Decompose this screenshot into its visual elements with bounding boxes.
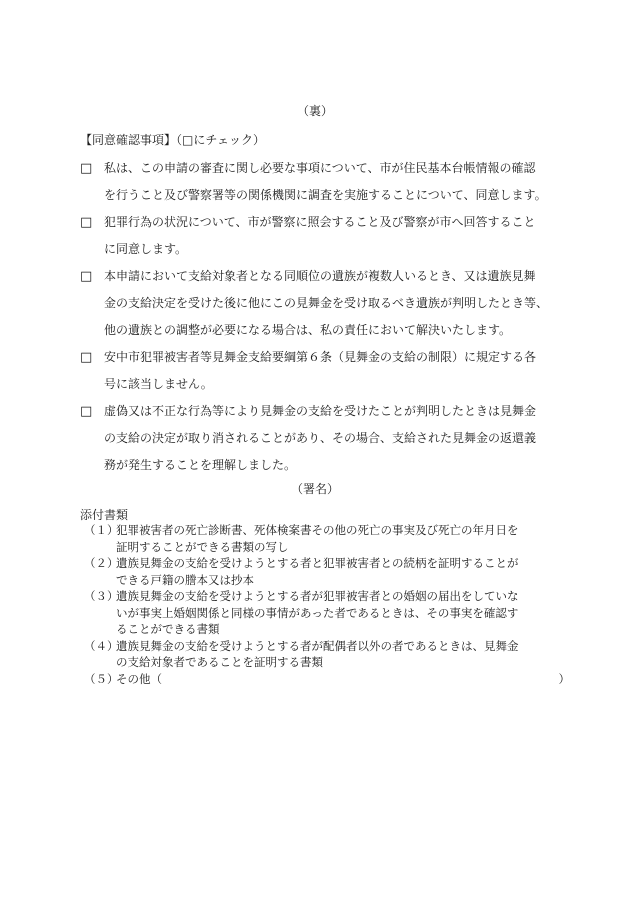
consent-item-1: [80, 155, 565, 209]
consent-item-text: 本申請において支給対象者となる同順位の遺族が複数人いるとき、又は遺族見舞: [104, 269, 536, 283]
consent-item-3: [80, 263, 565, 344]
attachment-text: 犯罪被害者の死亡診断書、死体検案書その他の死亡の事実及び死亡の年月日を: [116, 523, 519, 537]
consent-item-text: 金の支給決定を受けた後に他にこの見舞金を受け取るべき遺族が判明したとき等、: [104, 296, 549, 310]
consent-item-text: 安中市犯罪被害者等見舞金支給要綱第６条（見舞金の支給の制限）に規定する各: [104, 350, 537, 364]
consent-item-text: に同意します。: [104, 242, 188, 256]
attachment-number: （３）: [84, 589, 119, 603]
attachment-number: （１）: [84, 523, 119, 537]
other-label: その他（: [116, 671, 162, 686]
attachment-text: ることができる書類: [116, 622, 220, 636]
attachment-item-2: [80, 555, 570, 588]
attachments-list: [80, 522, 570, 687]
consent-checkbox-2[interactable]: □: [80, 215, 93, 230]
consent-item-text: 務が発生することを理解しました。: [104, 458, 297, 472]
attachment-item-4: [80, 638, 570, 671]
consent-item-5: [80, 398, 565, 479]
consent-item-2: [80, 209, 565, 263]
attachment-text: いが事実上婚姻関係と同様の事情があった者であるときは、その事実を確認す: [116, 605, 519, 620]
attachment-text: の支給対象者であることを証明する書類: [116, 655, 323, 669]
attachment-item-1: [80, 522, 570, 555]
attachment-number: （２）: [84, 556, 119, 570]
attachment-text: できる戸籍の謄本又は抄本: [116, 572, 254, 587]
attachment-item-3: [80, 588, 570, 638]
consent-list: [80, 155, 565, 479]
consent-checkbox-1[interactable]: □: [80, 161, 93, 176]
consent-checkbox-5[interactable]: □: [80, 404, 93, 419]
attachment-text: 証明することができる書類の写し: [116, 539, 289, 554]
consent-section-header: 【同意確認事項】（□にチェック）: [80, 133, 265, 147]
attachment-text: 遺族見舞金の支給を受けようとする者が犯罪被害者との婚姻の届出をしていな: [116, 589, 519, 603]
signature-label: （署名）: [290, 482, 339, 496]
consent-item-text: を行うこと及び警察署等の関係機関に調査を実施することについて、同意します。: [104, 188, 547, 202]
attachment-text: 遺族見舞金の支給を受けようとする者が配偶者以外の者であるときは、見舞金: [116, 638, 519, 653]
consent-checkbox-4[interactable]: □: [80, 350, 93, 365]
consent-item-text: 号に該当しません。: [104, 377, 213, 391]
attachment-text: 遺族見舞金の支給を受けようとする者と犯罪被害者との続柄を証明することが: [116, 556, 519, 570]
attachments-title: 添付書類: [80, 508, 129, 522]
back-side-label: （裏）: [296, 104, 333, 118]
other-close-paren: ）: [558, 671, 570, 686]
consent-item-text: の支給の決定が取り消されることがあり、その場合、支給された見舞金の返還義: [104, 431, 537, 445]
consent-checkbox-3[interactable]: □: [80, 269, 93, 284]
consent-item-4: [80, 344, 565, 398]
attachment-number: （５）: [84, 671, 119, 686]
consent-item-text: 犯罪行為の状況について、市が警察に照会すること及び警察が市へ回答すること: [104, 215, 536, 229]
consent-item-text: 私は、この申請の審査に関し必要な事項について、市が住民基本台帳情報の確認: [104, 161, 536, 175]
consent-item-text: 他の遺族との調整が必要になる場合は、私の責任において解決いたします。: [104, 323, 512, 337]
attachment-item-5-other: [80, 671, 570, 688]
consent-item-text: 虚偽又は不正な行為等により見舞金の支給を受けたことが判明したときは見舞金: [104, 404, 537, 418]
attachment-number: （４）: [84, 638, 119, 653]
